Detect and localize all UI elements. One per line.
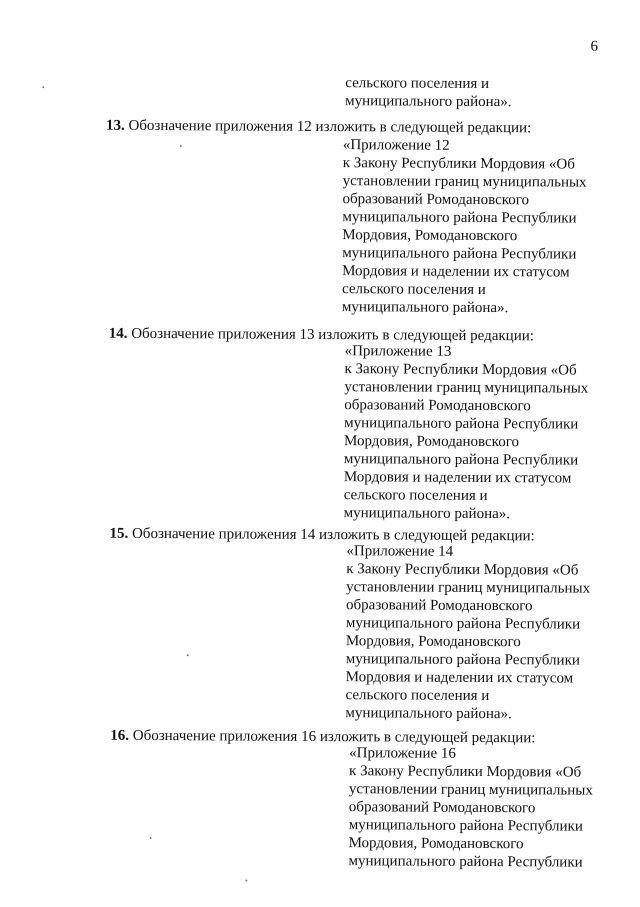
section-number: 13. — [105, 117, 125, 134]
appendix-line: муниципального района Республики — [342, 209, 577, 227]
section-instruction: Обозначение приложения 13 изложить в следующей редакции: — [131, 325, 534, 345]
section-number: 14. — [108, 325, 128, 342]
appendix-line: муниципального района Республики — [348, 817, 583, 835]
continuation-line: муниципального района». — [345, 93, 512, 111]
appendix-line: сельского поселения и — [341, 281, 486, 299]
appendix-line: муниципального района». — [341, 299, 509, 317]
section-instruction: Обозначение приложения 12 изложить в следующей редакции: — [128, 117, 532, 137]
appendix-line: «Приложение 16 — [349, 745, 456, 762]
scan-speck — [180, 145, 182, 147]
continuation-block — [345, 74, 512, 111]
scan-speck — [187, 654, 189, 656]
appendix-line: сельского поселения и — [343, 487, 488, 505]
appendix-line: к Закону Республики Мордовия «Об — [342, 155, 575, 173]
section-number: 15. — [109, 525, 129, 542]
appendix-line: муниципального района». — [343, 505, 511, 523]
appendix-line: «Приложение 12 — [342, 137, 450, 154]
appendix-line: Мордовия и наделении их статусом — [343, 469, 572, 487]
appendix-line: муниципального района Республики — [345, 651, 580, 669]
appendix-line: установлении границ муниципальных — [344, 379, 589, 397]
appendix-line: установлении границ муниципальных — [346, 579, 591, 597]
page-number: 6 — [590, 38, 599, 55]
appendix-line: Мордовия, Ромодановского — [348, 835, 524, 853]
appendix-line: к Закону Республики Мордовия «Об — [349, 763, 582, 781]
appendix-line: образований Ромодановского — [342, 191, 530, 209]
appendix-block-12 — [342, 136, 587, 317]
appendix-line: образований Ромодановского — [346, 597, 533, 615]
appendix-line: установлении границ муниципальных — [342, 173, 587, 191]
appendix-block-13 — [344, 342, 589, 523]
appendix-line: «Приложение 14 — [346, 543, 454, 560]
appendix-line: Мордовия и наделении их статусом — [342, 263, 570, 281]
section-instruction: Обозначение приложения 14 изложить в следующей редакции: — [131, 525, 535, 545]
appendix-line: образований Ромодановского — [348, 799, 536, 817]
section-instruction: Обозначение приложения 16 изложить в следующей редакции: — [132, 727, 536, 747]
appendix-line: муниципального района Республики — [343, 451, 579, 469]
appendix-line: муниципального района Республики — [342, 245, 577, 263]
section-number: 16. — [110, 727, 130, 744]
appendix-line: к Закону Республики Мордовия «Об — [346, 561, 579, 579]
appendix-line: к Закону Республики Мордовия «Об — [344, 361, 577, 379]
appendix-block-14 — [345, 542, 590, 723]
appendix-line: установлении границ муниципальных — [348, 781, 593, 799]
continuation-line: сельского поселения и — [345, 75, 490, 93]
appendix-line: Мордовия, Ромодановского — [345, 633, 521, 651]
appendix-line: образований Ромодановского — [344, 397, 531, 415]
appendix-line: Мордовия и наделении их статусом — [345, 669, 574, 687]
appendix-line: муниципального района Республики — [345, 615, 581, 633]
scan-speck — [42, 86, 44, 88]
scan-speck — [245, 880, 247, 882]
appendix-line: «Приложение 13 — [344, 343, 452, 360]
appendix-line: сельского поселения и — [345, 687, 490, 705]
appendix-block-16 — [348, 744, 593, 871]
appendix-line: муниципального района». — [345, 705, 512, 723]
appendix-line: муниципального района Республики — [348, 853, 583, 871]
scan-speck — [150, 837, 152, 839]
appendix-line: муниципального района Республики — [344, 415, 579, 433]
section-heading-13 — [106, 117, 531, 138]
appendix-line: Мордовия, Ромодановского — [344, 433, 520, 451]
appendix-line: Мордовия, Ромодановского — [342, 227, 518, 245]
